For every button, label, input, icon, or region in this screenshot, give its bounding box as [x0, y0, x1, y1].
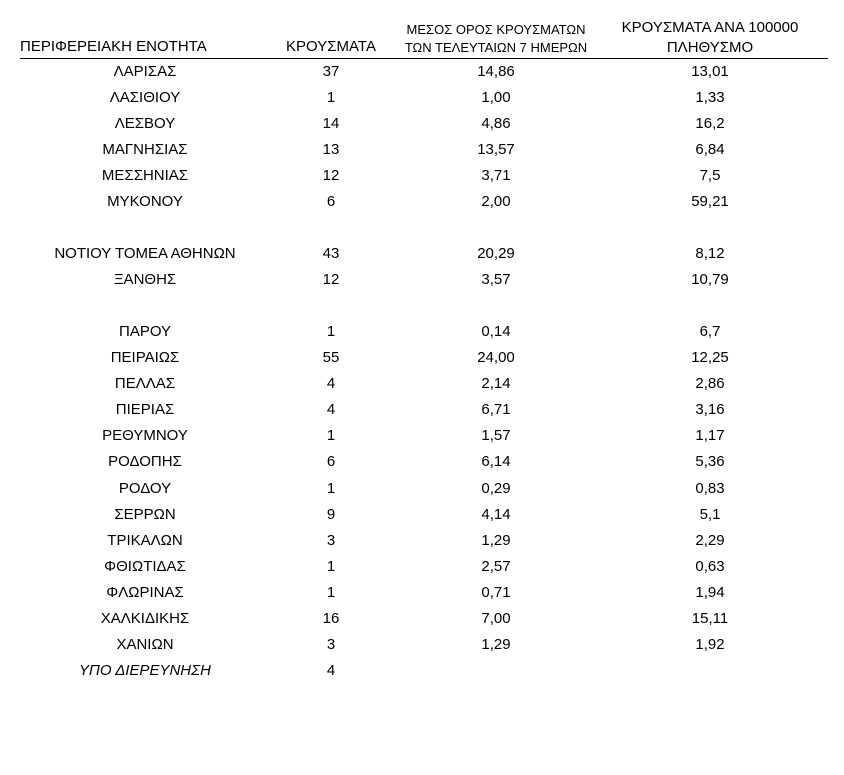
rate-cell: 6,7	[699, 323, 721, 340]
header-cases: ΚΡΟΥΣΜΑΤΑ	[286, 38, 376, 55]
cases-cell: 4	[326, 401, 336, 418]
header-rate-line1: ΚΡΟΥΣΜΑΤΑ ΑΝΑ 100000	[621, 19, 799, 36]
table-row	[0, 584, 844, 610]
average-cell: 2,00	[481, 193, 511, 210]
cases-cell: 37	[322, 63, 340, 80]
table-row	[0, 532, 844, 558]
rate-cell: 13,01	[691, 63, 729, 80]
rate-cell: 7,5	[699, 167, 721, 184]
table-row	[0, 349, 844, 375]
region-cell: ΜΥΚΟΝΟΥ	[107, 193, 183, 210]
region-cell: ΠΑΡΟΥ	[118, 323, 172, 340]
table-row	[0, 662, 844, 688]
average-cell: 13,57	[477, 141, 515, 158]
average-cell: 1,57	[481, 427, 511, 444]
region-cell: ΠΙΕΡΙΑΣ	[115, 401, 175, 418]
average-cell: 3,57	[481, 271, 511, 288]
cases-cell: 3	[326, 532, 336, 549]
table-row	[0, 427, 844, 453]
region-cell: ΡΟΔΟΠΗΣ	[108, 453, 182, 470]
rate-cell: 0,83	[695, 480, 725, 497]
table-row	[0, 401, 844, 427]
rate-cell: 10,79	[691, 271, 729, 288]
rate-cell: 15,11	[691, 610, 729, 627]
region-cell: ΛΑΡΙΣΑΣ	[113, 63, 177, 80]
cases-cell: 1	[326, 558, 336, 575]
region-cell: ΛΑΣΙΘΙΟΥ	[109, 89, 181, 106]
average-cell: 1,00	[481, 89, 511, 106]
region-cell: ΥΠΟ ΔΙΕΡΕΥΝΗΣΗ	[79, 662, 211, 679]
region-cell: ΡΕΘΥΜΝΟΥ	[102, 427, 188, 444]
average-cell: 0,71	[481, 584, 511, 601]
cases-cell: 43	[322, 245, 340, 262]
table-row	[0, 375, 844, 401]
header-underline	[20, 58, 828, 59]
rate-cell: 2,86	[695, 375, 725, 392]
cases-cell: 13	[322, 141, 340, 158]
table-row	[0, 89, 844, 115]
rate-cell: 0,63	[695, 558, 725, 575]
cases-cell: 1	[326, 480, 336, 497]
table-row	[0, 480, 844, 506]
average-cell: 2,57	[481, 558, 511, 575]
cases-cell: 4	[326, 662, 336, 679]
average-cell: 2,14	[481, 375, 511, 392]
cases-cell: 3	[326, 636, 336, 653]
rate-cell: 6,84	[695, 141, 725, 158]
region-cell: ΦΘΙΩΤΙΔΑΣ	[104, 558, 186, 575]
region-cell: ΤΡΙΚΑΛΩΝ	[107, 532, 183, 549]
average-cell: 6,71	[481, 401, 511, 418]
average-cell: 4,86	[481, 115, 511, 132]
cases-cell: 14	[322, 115, 340, 132]
region-cell: ΧΑΛΚΙΔΙΚΗΣ	[100, 610, 190, 627]
cases-cell: 1	[326, 427, 336, 444]
rate-cell: 2,29	[695, 532, 725, 549]
region-cell: ΝΟΤΙΟΥ ΤΟΜΕΑ ΑΘΗΝΩΝ	[54, 245, 236, 262]
table-row	[0, 323, 844, 349]
header-cases-per-100k	[605, 18, 815, 57]
average-cell: 14,86	[477, 63, 515, 80]
rate-cell: 1,33	[695, 89, 725, 106]
rate-cell: 5,1	[699, 506, 721, 523]
average-cell: 0,29	[481, 480, 511, 497]
table-row	[0, 141, 844, 167]
cases-cell: 16	[322, 610, 340, 627]
table-row	[0, 506, 844, 532]
region-cell: ΣΕΡΡΩΝ	[114, 506, 176, 523]
header-region: ΠΕΡΙΦΕΡΕΙΑΚΗ ΕΝΟΤΗΤΑ	[20, 38, 207, 55]
region-cell: ΜΑΓΝΗΣΙΑΣ	[102, 141, 188, 158]
table-row	[0, 63, 844, 89]
cases-cell: 1	[326, 584, 336, 601]
rate-cell: 8,12	[695, 245, 725, 262]
cases-cell: 1	[326, 323, 336, 340]
table-row	[0, 271, 844, 297]
region-cell: ΜΕΣΣΗΝΙΑΣ	[101, 167, 189, 184]
table-row	[0, 558, 844, 584]
cases-cell: 12	[322, 271, 340, 288]
average-cell: 6,14	[481, 453, 511, 470]
rate-cell: 12,25	[691, 349, 729, 366]
average-cell: 1,29	[481, 636, 511, 653]
region-cell: ΡΟΔΟΥ	[118, 480, 172, 497]
table-row	[0, 167, 844, 193]
cases-cell: 9	[326, 506, 336, 523]
rate-cell: 3,16	[695, 401, 725, 418]
cases-cell: 6	[326, 193, 336, 210]
table-row	[0, 245, 844, 271]
average-cell: 3,71	[481, 167, 511, 184]
cases-cell: 6	[326, 453, 336, 470]
rate-cell: 1,17	[695, 427, 725, 444]
table-row	[0, 115, 844, 141]
region-cell: ΞΑΝΘΗΣ	[113, 271, 177, 288]
table-row	[0, 610, 844, 636]
cases-cell: 4	[326, 375, 336, 392]
region-cell: ΦΛΩΡΙΝΑΣ	[106, 584, 184, 601]
header-average-line2: ΤΩΝ ΤΕΛΕΥΤΑΙΩΝ 7 ΗΜΕΡΩΝ	[404, 39, 588, 55]
cases-cell: 1	[326, 89, 336, 106]
rate-cell: 16,2	[695, 115, 725, 132]
rate-cell: 59,21	[691, 193, 729, 210]
average-cell: 7,00	[481, 610, 511, 627]
average-cell: 20,29	[477, 245, 515, 262]
cases-cell: 12	[322, 167, 340, 184]
average-cell: 0,14	[481, 323, 511, 340]
header-rate-line2: ΠΛΗΘΥΣΜΟ	[666, 38, 754, 56]
region-cell: ΠΕΙΡΑΙΩΣ	[110, 349, 180, 366]
average-cell: 4,14	[481, 506, 511, 523]
header-average-line1: ΜΕΣΟΣ ΟΡΟΣ ΚΡΟΥΣΜΑΤΩΝ	[406, 22, 586, 37]
cases-cell: 55	[322, 349, 340, 366]
region-cell: ΛΕΣΒΟΥ	[114, 115, 176, 132]
average-cell: 24,00	[477, 349, 515, 366]
table-row	[0, 193, 844, 219]
rate-cell: 5,36	[695, 453, 725, 470]
rate-cell: 1,92	[695, 636, 725, 653]
table-row	[0, 636, 844, 662]
table-row	[0, 453, 844, 479]
average-cell: 1,29	[481, 532, 511, 549]
header-average-7-days	[390, 21, 602, 56]
region-cell: ΧΑΝΙΩΝ	[116, 636, 174, 653]
rate-cell: 1,94	[695, 584, 725, 601]
region-cell: ΠΕΛΛΑΣ	[114, 375, 176, 392]
